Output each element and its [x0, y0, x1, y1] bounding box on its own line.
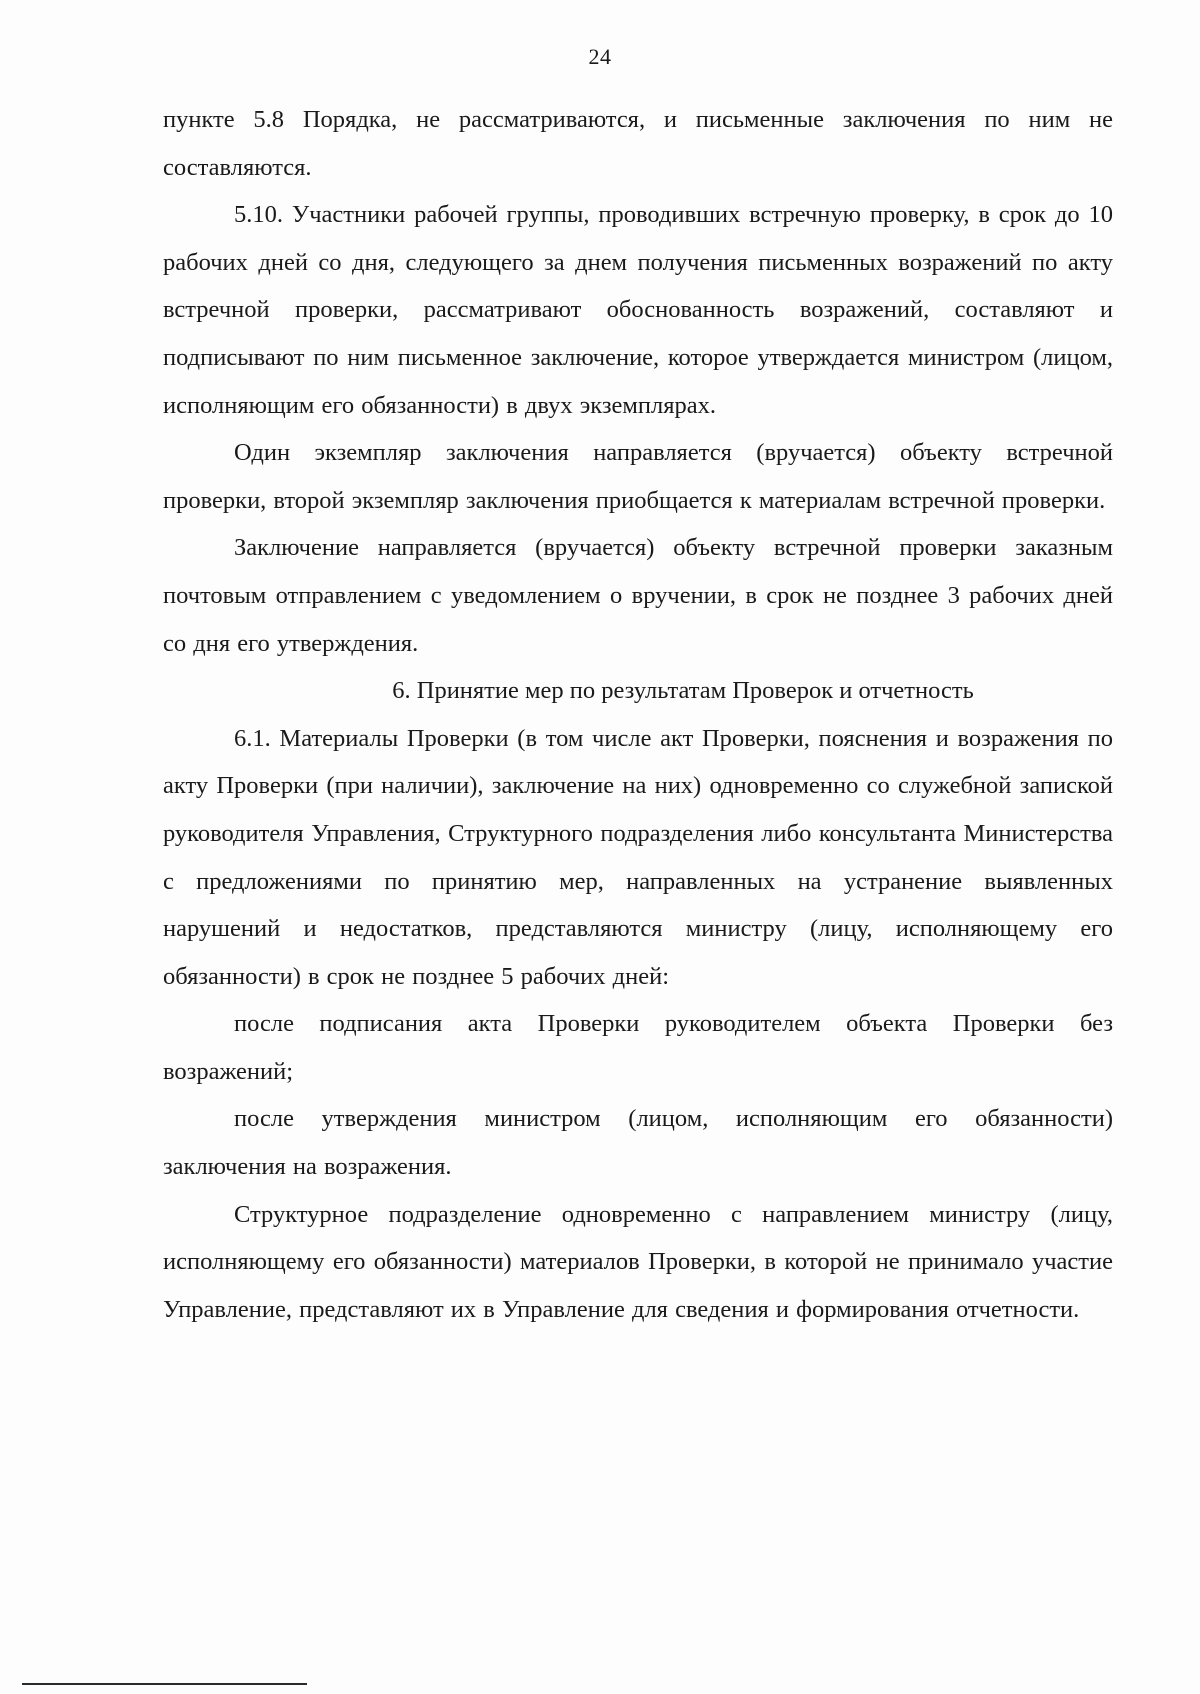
paragraph-delivery: Заключение направляется (вручается) объекту встречной проверки заказным почтовым отправлением с уведомлением о вручении, в срок не позднее 3 рабочих дней со дня его утверждения.: [163, 534, 1113, 657]
section-heading-6: 6. Принятие мер по результатам Проверок и отчетность: [392, 677, 974, 705]
page-number: 24: [588, 44, 612, 69]
paragraph-6-1: 6.1. Материалы Проверки (в том числе акт Проверки, пояснения и возражения по акту Проверки (при наличии), заключение на них) одновременно со служебной запиской руководителя Управления, Структурного подразделения либо консультанта Министерства с предложениями по принятию мер, направленных на устранение выявленных нарушений и недостатков, представляются министру (лицу, исполняющему его обязанности) в срок не позднее 5 рабочих дней:: [163, 724, 1113, 990]
document-body: [163, 96, 1113, 1333]
footnote-separator-line: [22, 1683, 307, 1685]
paragraph-after-approval: после утверждения министром (лицом, исполняющим его обязанности) заключения на возражения.: [163, 1105, 1113, 1181]
paragraph-continuation: пункте 5.8 Порядка, не рассматриваются, и письменные заключения по ним не составляются.: [163, 106, 1113, 181]
paragraph-after-signing: после подписания акта Проверки руководителем объекта Проверки без возражений;: [163, 1010, 1113, 1085]
paragraph-5-10: 5.10. Участники рабочей группы, проводивших встречную проверку, в срок до 10 рабочих дней со дня, следующего за днем получения письменных возражений по акту встречной проверки, рассматривают обоснованность возражений, составляют и подписывают по ним письменное заключение, которое утверждается министром (лицом, исполняющим его обязанности) в двух экземплярах.: [163, 201, 1113, 419]
paragraph-structural-unit: Структурное подразделение одновременно с направлением министру (лицу, исполняющему его обязанности) материалов Проверки, в которой не принимало участие Управление, представляют их в Управление для сведения и формирования отчетности.: [163, 1200, 1113, 1323]
paragraph-copies: Один экземпляр заключения направляется (вручается) объекту встречной проверки, второй экземпляр заключения приобщается к материалам встречной проверки.: [163, 439, 1113, 514]
